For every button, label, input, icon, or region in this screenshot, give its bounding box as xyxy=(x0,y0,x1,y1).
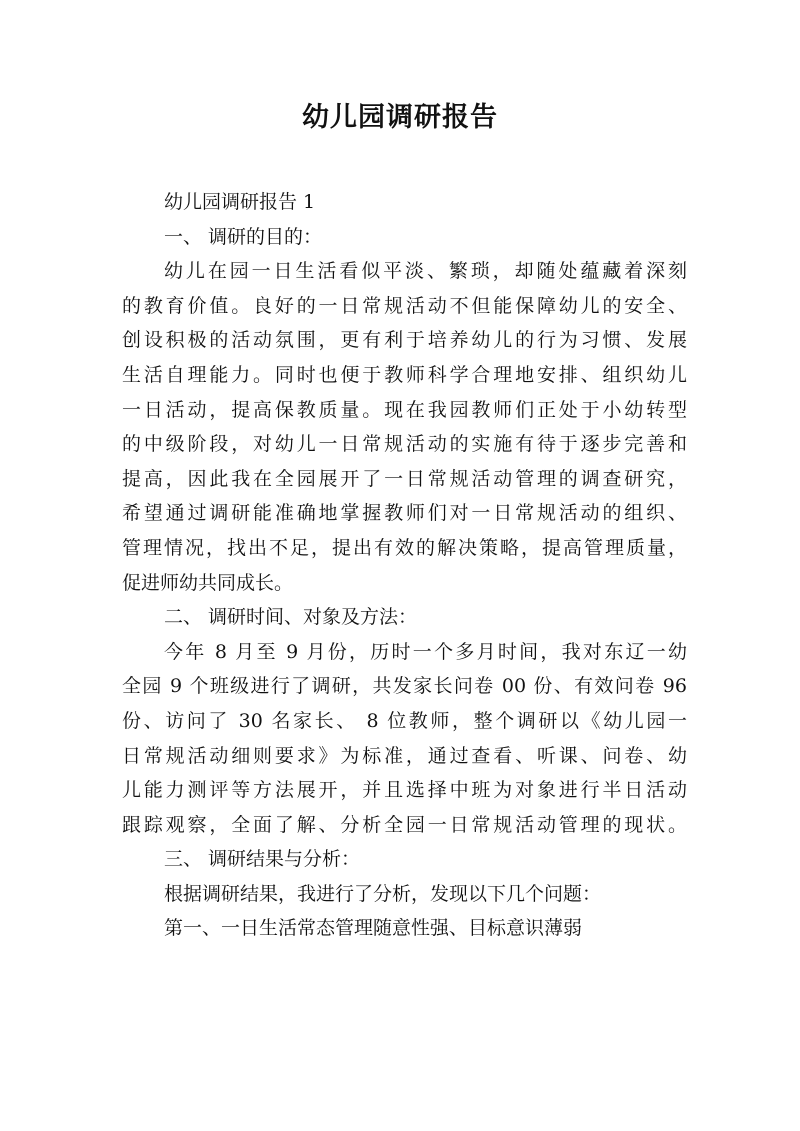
paragraph-line: 根据调研结果，我进行了分析，发现以下几个问题： xyxy=(164,882,602,905)
paragraph-line: 今年 8 月至 9 月份，历时一个多月时间，我对东辽一幼 xyxy=(164,640,687,663)
paragraph-line: 幼儿在园一日生活看似平淡、繁琐，却随处蕴藏着深刻 xyxy=(164,260,687,283)
paragraph-line: 跟踪观察，全面了解、分析全园一日常规活动管理的现状。 xyxy=(122,813,687,836)
paragraph-line: 一日活动，提高保教质量。现在我园教师们正处于小幼转型 xyxy=(122,398,687,421)
paragraph-line: 份、访问了 30 名家长、 8 位教师，整个调研以《幼儿园一 xyxy=(122,709,687,732)
section-subtitle: 幼儿园调研报告 1 xyxy=(164,191,316,213)
paragraph-line: 的教育价值。良好的一日常规活动不但能保障幼儿的安全、 xyxy=(122,294,687,317)
paragraph-line: 希望通过调研能准确地掌握教师们对一日常规活动的组织、 xyxy=(122,502,687,525)
paragraph-line: 生活自理能力。同时也便于教师科学合理地安排、组织幼儿 xyxy=(122,363,687,386)
paragraph-line: 管理情况，找出不足，提出有效的解决策略，提高管理质量， xyxy=(122,536,687,559)
paragraph-line: 全园 9 个班级进行了调研，共发家长问卷 00 份、有效问卷 96 xyxy=(122,675,687,698)
section-heading-results: 三、 调研结果与分析： xyxy=(164,848,361,871)
document-body xyxy=(122,185,687,946)
section-heading-purpose: 一、 调研的目的： xyxy=(164,225,323,248)
paragraph-line: 创设积极的活动氛围，更有利于培养幼儿的行为习惯、发展 xyxy=(122,329,687,352)
paragraph-line: 促进师幼共同成长。 xyxy=(122,571,294,594)
paragraph-line: 提高，因此我在全园展开了一日常规活动管理的调查研究， xyxy=(122,467,687,490)
paragraph-line: 第一、一日生活常态管理随意性强、目标意识薄弱 xyxy=(164,917,583,940)
paragraph-line: 儿能力测评等方法展开，并且选择中班为对象进行半日活动 xyxy=(122,779,687,802)
paragraph-line: 的中级阶段，对幼儿一日常规活动的实施有待于逐步完善和 xyxy=(122,433,687,456)
paragraph-line: 日常规活动细则要求》为标准，通过查看、听课、问卷、幼 xyxy=(122,744,687,767)
document-title: 幼儿园调研报告 xyxy=(302,102,498,133)
section-heading-method: 二、 调研时间、对象及方法： xyxy=(164,606,418,629)
